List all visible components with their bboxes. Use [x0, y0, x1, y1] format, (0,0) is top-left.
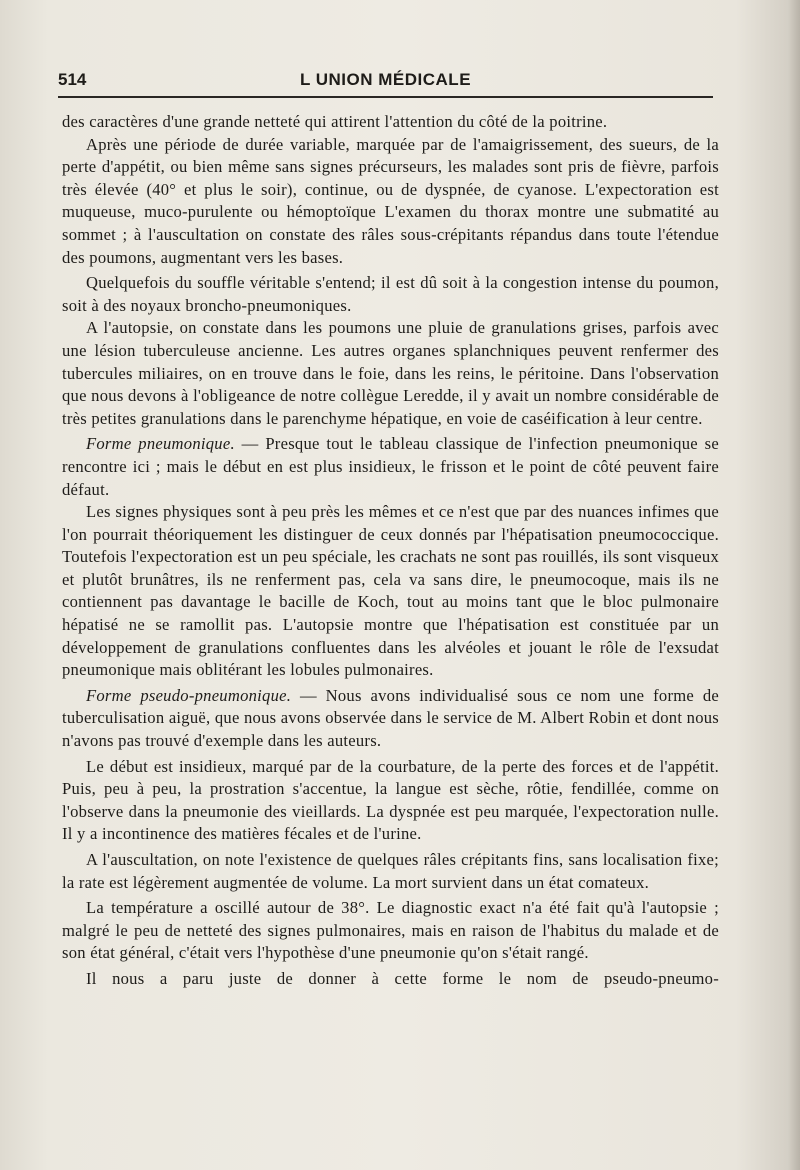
paragraph-auscultation: A l'auscultation, on note l'existence de quelques râles crépitants fins, sans localisation fixe; la rate est légèrement augmentée de volume. La mort survient dans un état comateux.: [62, 850, 719, 892]
section-text-pneumonique: — Presque tout le tableau classique de l'infection pneumonique se rencontre ici ; mais le début en est plus insidieux, le frisson et le point de côté peuvent faire défaut.: [62, 434, 719, 499]
paragraph-forme-pseudo: [62, 685, 719, 753]
paragraph-last-line: Il nous a paru juste de donner à cette forme le nom de pseudo-pneumo-: [86, 968, 719, 988]
paragraph-temperature: La température a oscillé autour de 38°. Le diagnostic exact n'a été fait qu'à l'autopsie ; malgré le peu de netteté des signes pulmonaires, mais en raison de l'habitus du malade et de son état général, c'était vers l'hypothèse d'une pneumonie qu'on s'était rangé.: [62, 898, 719, 963]
section-title-pneumonique: Forme pneumonique.: [86, 434, 235, 454]
paragraph-autopsy: A l'autopsie, on constate dans les poumons une pluie de granulations grises, parfois avec une lésion tuberculeuse ancienne. Les autres organes splanchniques peuvent renfermer des tubercules miliaires, on en trouve dans le foie, dans les reins, le péritoine. Dans l'observation que nous devons à l'obligeance de notre collègue Leredde, il y avait un nombre considérable de très petites granulations dans le parenchyme hépatique, en voie de caséification à leur centre.: [62, 318, 719, 428]
paragraph-souffle: Quelquefois du souffle véritable s'entend; il est dû soit à la congestion intense du poumon, soit à des noyaux broncho-pneumoniques.: [62, 273, 719, 315]
article-body: [62, 111, 719, 991]
header-rule: [58, 96, 713, 98]
page-header: [58, 68, 713, 94]
running-head: L UNION MÉDICALE: [299, 70, 472, 89]
paragraph-debut: Le début est insidieux, marqué par de la courbature, de la perte des forces et de l'appétit. Puis, peu à peu, la prostration s'accentue, la langue est sèche, rôtie, fendillée, comme on l'observe dans la pneumonie des vieillards. La dyspnée est peu marquée, l'expectoration nulle. Il y a incontinence des matières fécales et de l'urine.: [62, 756, 719, 844]
section-title-pseudo: Forme pseudo-pneumonique.: [86, 685, 292, 705]
page-edge-shadow: [788, 0, 800, 1170]
paragraph-signes-physiques: Les signes physiques sont à peu près les mêmes et ce n'est que par des nuances infimes que l'on pourrait théoriquement les distinguer de ceux donnés par l'hépatisation pneumococcique. Toutefois l'expectoration est un peu spéciale, les crachats ne sont pas rouillés, ils sont visqueux et plutôt brunâtres, ils ne renferment pas, cela va sans dire, le pneumocoque, mais ils ne contiennent pas davantage le bacille de Koch, tout au moins tant que le bloc pulmonaire hépatisé ne se ramollit pas. L'autopsie montre que l'hépatisation est constituée par un développement de granulations confluentes dans les alvéoles et jouant le rôle de l'exsudat pneumonique mais oblitérant les lobules pulmonaires.: [62, 502, 719, 680]
paragraph-forme-pneumonique: [62, 433, 719, 501]
page-number: 514: [58, 70, 87, 89]
paragraph-onset: Après une période de durée variable, marquée par de l'amaigrissement, des sueurs, de la perte d'appétit, ou bien même sans signes précurseurs, les malades sont pris de fièvre, parfois très élevée (40° et plus le soir), continue, ou de dyspnée, de cyanose. L'expectoration est muqueuse, muco-purulente ou hémoptoïque L'examen du thorax montre une submatité au sommet ; à l'auscultation on constate des râles sous-crépitants répandus dans toute l'étendue des poumons, augmentant vers les bases.: [62, 134, 719, 267]
paragraph-continuation: des caractères d'une grande netteté qui attirent l'attention du côté de la poitrine.: [62, 112, 608, 131]
section-text-pseudo: — Nous avons individualisé sous ce nom une forme de tuberculisation aiguë, que nous avons observée dans le service de M. Albert Robin et dont nous n'avons pas trouvé d'exemple dans les auteurs.: [62, 685, 719, 751]
